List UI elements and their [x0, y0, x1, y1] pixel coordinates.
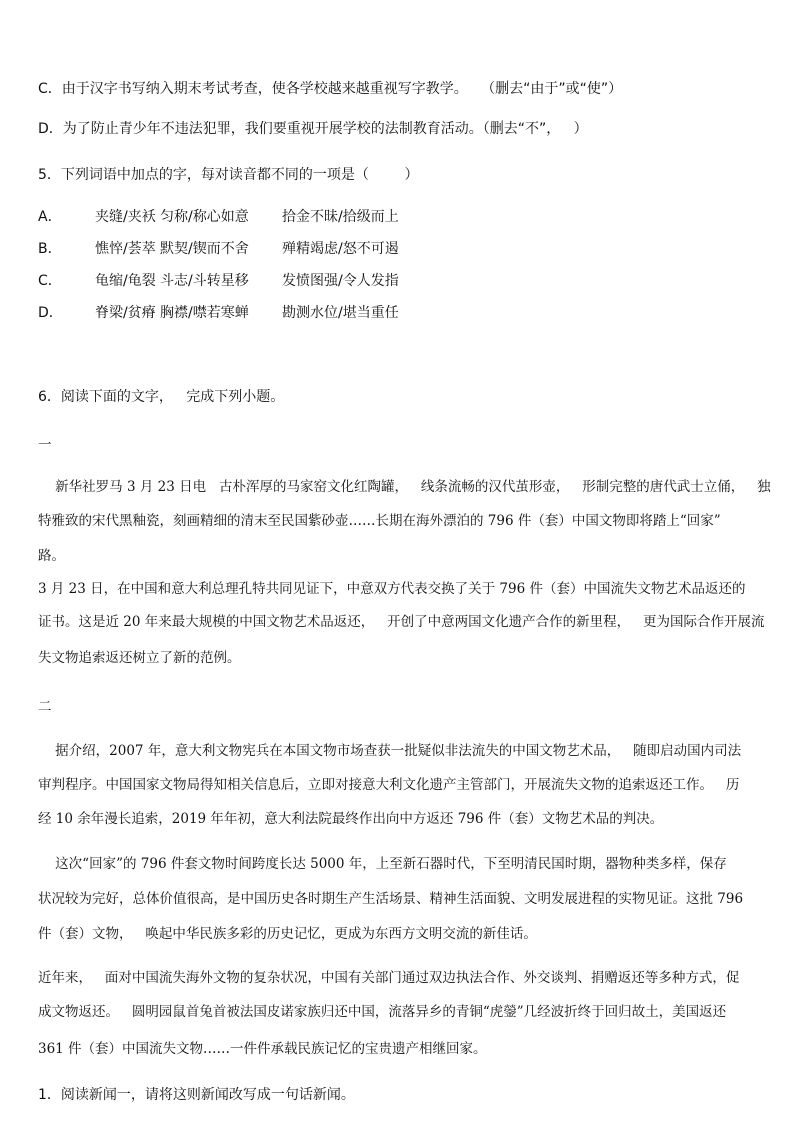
q5-a-label: A．	[38, 209, 62, 225]
section-two-marker: 二	[38, 699, 52, 715]
q5-d-col1: 脊梁/贫瘠	[95, 305, 156, 321]
q5-b-col1: 憔悴/荟萃	[95, 241, 156, 257]
news2-para3-line2: 成文物返还。 圆明园鼠首兔首被法国皮诺家族归还中国，流落异乡的青铜“虎鎣”几经波折终于回归故土，美国返还	[38, 1004, 727, 1020]
q4-option-c: C．由于汉字书写纳入期末考试考查，使各学校越来越重视写字教学。 （删去“由于”或“使”）	[38, 81, 623, 97]
q5-b-label: B．	[38, 241, 62, 257]
q5-d-col3: 勘测水位/堪当重任	[282, 305, 399, 321]
news1-para2-line3: 失文物追索返还树立了新的范例。	[38, 650, 241, 666]
news2-para2-line3: 件（套）文物， 唤起中华民族多彩的历史记忆，更成为东西方文明交流的新佳话。	[38, 926, 537, 942]
q5-c-label: C．	[38, 273, 62, 289]
q5-d-label: D．	[38, 305, 63, 321]
q5-c-col2: 斗志/斗转星移	[160, 273, 249, 289]
news1-para2-line2: 证书。这是近 20 年来最大规模的中国文物艺术品返还， 开创了中意两国文化遗产合作的新里程， 更为国际合作开展流	[38, 614, 765, 630]
news1-para1-line1: 新华社罗马 3 月 23 日电 古朴浑厚的马家窑文化红陶罐， 线条流畅的汉代茧形壶， 形制完整的唐代武士立俑， 独	[38, 479, 771, 495]
section-one-marker: 一	[38, 437, 52, 453]
q5-c-col3: 发愤图强/令人发指	[282, 273, 399, 289]
q5-a-col1: 夹缝/夹袄	[95, 209, 156, 225]
news2-para2-line1: 这次“回家”的 796 件套文物时间跨度长达 5000 年，上至新石器时代，下至明清民国时期，器物种类多样，保存	[38, 856, 727, 872]
news2-para3-line3: 361 件（套）中国流失文物……一件件承载民族记忆的宝贵遗产相继回家。	[38, 1041, 487, 1057]
q5-a-col3: 拾金不昧/拾级而上	[282, 209, 399, 225]
q5-a-col2: 匀称/称心如意	[160, 209, 249, 225]
sub-question-1: 1．阅读新闻一，请将这则新闻改写成一句话新闻。	[38, 1087, 355, 1103]
news2-para2-line2: 状况较为完好，总体价值很高，是中国历史各时期生产生活场景、精神生活面貌、文明发展进程的实物见证。这批 796	[38, 891, 744, 907]
news2-para1-line1: 据介绍，2007 年，意大利文物宪兵在本国文物市场查获一批疑似非法流失的中国文物艺术品， 随即启动国内司法	[38, 743, 742, 759]
q5-b-col3: 殚精竭虑/怒不可遏	[282, 241, 399, 257]
q5-stem: 5．下列词语中加点的字，每对读音都不同的一项是（ ）	[38, 167, 419, 183]
news2-para3-line1: 近年来， 面对中国流失海外文物的复杂状况，中国有关部门通过双边执法合作、外交谈判、捐赠返还等多种方式，促	[38, 970, 740, 986]
q5-c-col1: 龟缩/龟裂	[95, 273, 156, 289]
q5-b-col2: 默契/锲而不舍	[160, 241, 249, 257]
news1-para2-line1: 3 月 23 日，在中国和意大利总理孔特共同见证下，中意双方代表交换了关于 796 件（套）中国流失文物艺术品返还的	[38, 581, 746, 597]
news1-para1-line2: 特雅致的宋代黑釉瓷，刻画精细的清末至民国紫砂壶……长期在海外漂泊的 796 件（套）中国文物即将踏上“回家”	[38, 513, 721, 529]
news1-para1-line3: 路。	[38, 548, 65, 564]
q6-stem: 6．阅读下面的文字， 完成下列小题。	[38, 389, 285, 405]
news2-para1-line2: 审判程序。中国国家文物局得知相关信息后，立即对接意大利文化遗产主管部门，开展流失文物的追索返还工作。 历	[38, 777, 740, 793]
news2-para1-line3: 经 10 余年漫长追索，2019 年年初，意大利法院最终作出向中方返还 796 件（套）文物艺术品的判决。	[38, 811, 664, 827]
q5-d-col2: 胸襟/噤若寒蝉	[160, 305, 249, 321]
q4-option-d: D．为了防止青少年不违法犯罪，我们要重视开展学校的法制教育活动。（删去“不”， ）	[38, 121, 588, 137]
